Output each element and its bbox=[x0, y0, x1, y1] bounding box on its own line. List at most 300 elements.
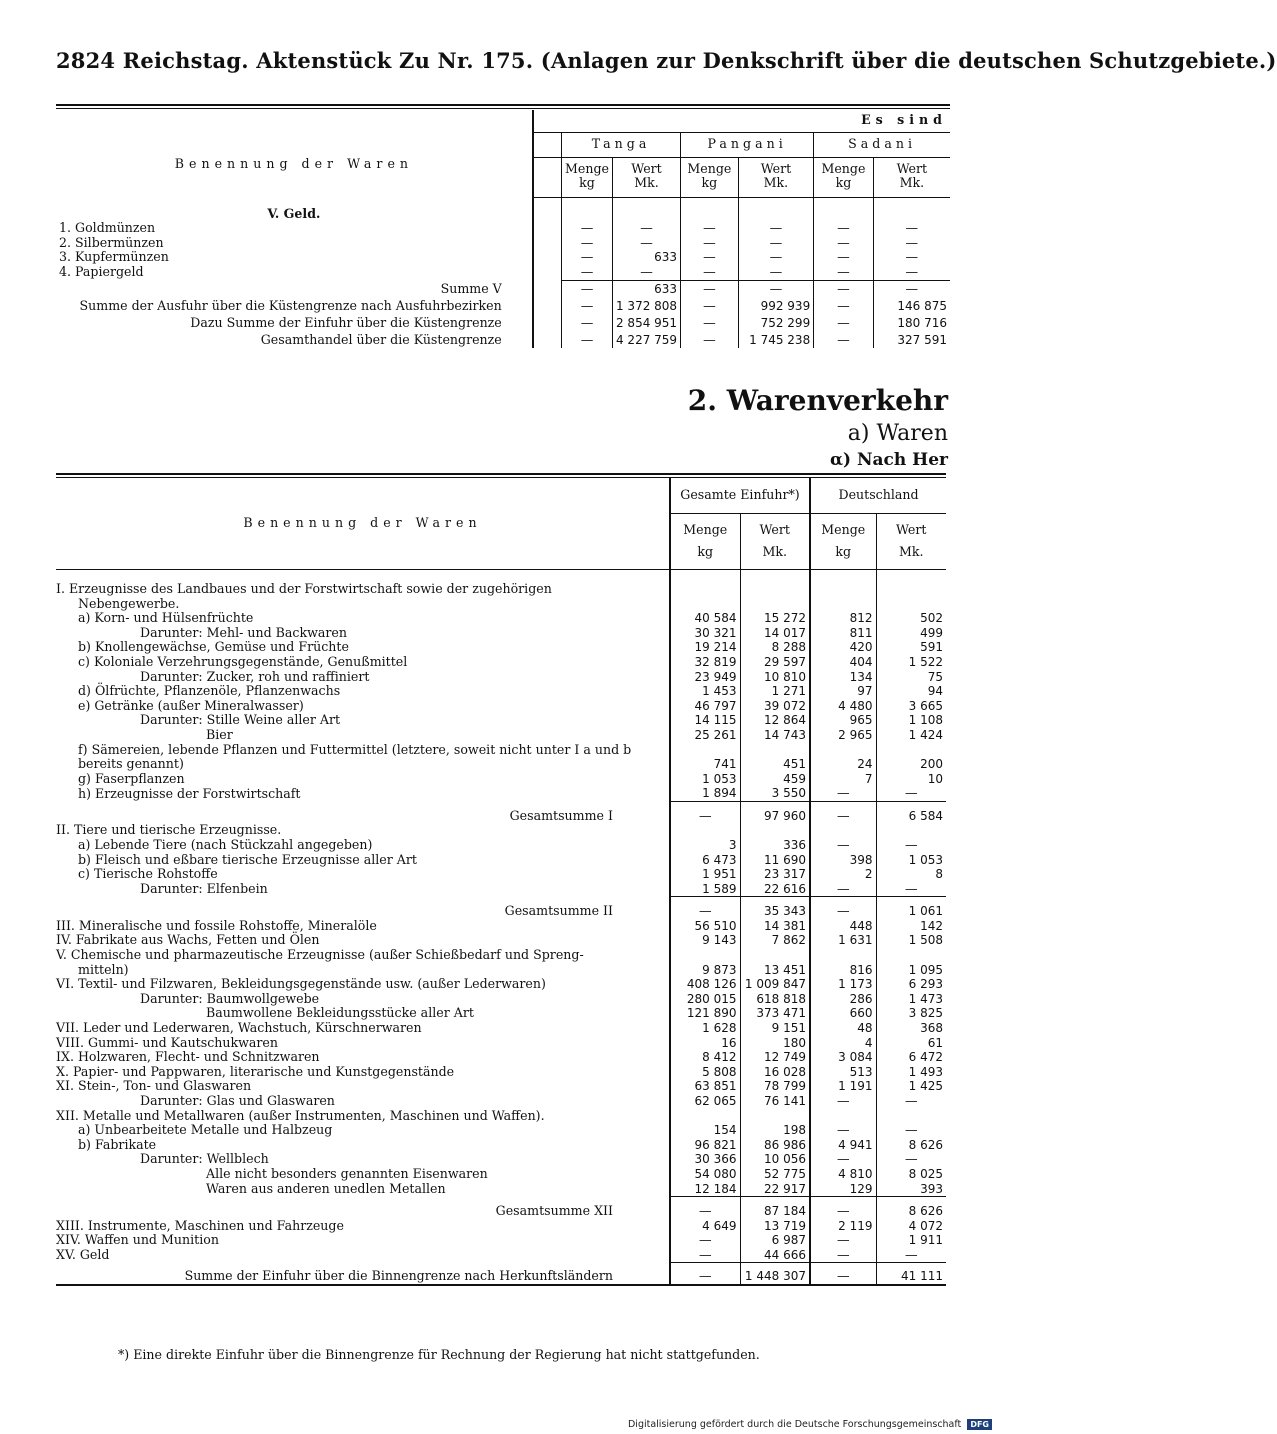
cell-value: 97 bbox=[810, 684, 876, 699]
table-row bbox=[56, 801, 946, 823]
table-row bbox=[56, 1006, 946, 1021]
cell-value: 8 288 bbox=[740, 640, 810, 655]
cell-value: 10 bbox=[876, 772, 946, 787]
table-row bbox=[56, 1065, 946, 1080]
cell-value: 2 965 bbox=[810, 728, 876, 743]
cell-value: 1 745 238 bbox=[738, 331, 814, 348]
table-row bbox=[56, 757, 946, 772]
row-label: b) Fleisch und eßbare tierische Erzeugnisse aller Art bbox=[78, 851, 417, 867]
cell-value: 76 141 bbox=[740, 1094, 810, 1109]
district-1: Pangani bbox=[681, 132, 814, 157]
cell-value: 56 510 bbox=[670, 919, 740, 934]
cell-value: 336 bbox=[740, 838, 810, 853]
row-label: c) Tierische Rohstoffe bbox=[78, 866, 218, 882]
cell-value: 13 451 bbox=[740, 963, 810, 978]
cell-value: 30 366 bbox=[670, 1152, 740, 1167]
table-row bbox=[56, 297, 950, 314]
cell-value: 1 951 bbox=[670, 867, 740, 882]
cell-value: 408 126 bbox=[670, 977, 740, 992]
cell-value: — bbox=[814, 236, 873, 251]
cell-value: 22 616 bbox=[740, 882, 810, 897]
table-row bbox=[56, 626, 946, 641]
cell-value: 965 bbox=[810, 713, 876, 728]
row-label: Gesamthandel über die Küstengrenze bbox=[260, 332, 502, 348]
table-row bbox=[56, 728, 946, 743]
cell-value: 6 987 bbox=[740, 1233, 810, 1248]
table-row bbox=[56, 838, 946, 853]
table1-label-header: Benennung der Waren bbox=[174, 156, 414, 172]
cell-value: 4 bbox=[810, 1036, 876, 1051]
cell-value bbox=[810, 948, 876, 963]
cell-value bbox=[670, 743, 740, 758]
cell-value: 1 061 bbox=[876, 897, 946, 919]
footnote: *) Eine direkte Einfuhr über die Binnengrenze für Rechnung der Regierung hat nicht stattgefunden. bbox=[118, 1347, 760, 1362]
col-group-1: Deutschland bbox=[810, 477, 946, 514]
cell-value: — bbox=[562, 250, 613, 265]
cell-value: 180 716 bbox=[873, 314, 950, 331]
row-label: Darunter: Stille Weine aller Art bbox=[140, 712, 341, 728]
cell-value: 41 111 bbox=[876, 1263, 946, 1285]
table-row bbox=[56, 1152, 946, 1167]
table-row bbox=[56, 1233, 946, 1248]
cell-value: 23 317 bbox=[740, 867, 810, 882]
cell-value: 513 bbox=[810, 1065, 876, 1080]
district-0: Tanga bbox=[562, 132, 681, 157]
cell-value: — bbox=[562, 314, 613, 331]
cell-value: 1 108 bbox=[876, 713, 946, 728]
cell-value: 451 bbox=[740, 757, 810, 772]
cell-value: 752 299 bbox=[738, 314, 814, 331]
cell-value: 12 184 bbox=[670, 1182, 740, 1197]
table-row bbox=[56, 853, 946, 868]
cell-value bbox=[876, 823, 946, 838]
cell-value bbox=[876, 582, 946, 597]
table-export-money bbox=[56, 110, 950, 348]
cell-value: — bbox=[810, 1248, 876, 1263]
cell-value: 618 818 bbox=[740, 992, 810, 1007]
table-row bbox=[56, 933, 946, 948]
cell-value: 741 bbox=[670, 757, 740, 772]
row-label: c) Koloniale Verzehrungsgegenstände, Genußmittel bbox=[78, 653, 408, 669]
cell-value: 6 293 bbox=[876, 977, 946, 992]
row-label: VIII. Gummi- und Kautschukwaren bbox=[56, 1034, 278, 1050]
top-right-label bbox=[533, 110, 950, 132]
table-row bbox=[56, 314, 950, 331]
cell-value: — bbox=[873, 221, 950, 236]
table-row bbox=[56, 655, 946, 670]
row-label: Waren aus anderen unedlen Metallen bbox=[206, 1181, 446, 1197]
table-row bbox=[56, 1021, 946, 1036]
cell-value bbox=[740, 823, 810, 838]
cell-value: 40 584 bbox=[670, 611, 740, 626]
cell-value: 398 bbox=[810, 853, 876, 868]
cell-value: — bbox=[876, 786, 946, 801]
row-label: Gesamtsumme I bbox=[509, 807, 613, 823]
cell-value: 1 894 bbox=[670, 786, 740, 801]
cell-value: 121 890 bbox=[670, 1006, 740, 1021]
dfg-logo: DFG bbox=[967, 1419, 992, 1430]
cell-value: 4 227 759 bbox=[612, 331, 680, 348]
cell-value: 1 271 bbox=[740, 684, 810, 699]
cell-value: — bbox=[876, 1123, 946, 1138]
mk-unit: Mk. bbox=[738, 176, 814, 197]
cell-value bbox=[810, 582, 876, 597]
row-label: Summe der Ausfuhr über die Küstengrenze nach Ausfuhrbezirken bbox=[79, 298, 502, 314]
cell-value: — bbox=[738, 221, 814, 236]
cell-value: 1 424 bbox=[876, 728, 946, 743]
table-row bbox=[56, 684, 946, 699]
cell-value: 9 873 bbox=[670, 963, 740, 978]
cell-value: — bbox=[814, 265, 873, 280]
cell-value: — bbox=[873, 265, 950, 280]
wert-header: Wert bbox=[612, 157, 680, 176]
cell-value: 1 053 bbox=[876, 853, 946, 868]
row-label: Darunter: Glas und Glaswaren bbox=[140, 1093, 335, 1108]
cell-value: — bbox=[562, 280, 613, 297]
cell-value bbox=[740, 582, 810, 597]
cell-value: 1 493 bbox=[876, 1065, 946, 1080]
cell-value bbox=[876, 597, 946, 612]
cell-value: 8 626 bbox=[876, 1197, 946, 1219]
district-2: Sadani bbox=[814, 132, 950, 157]
table-row bbox=[56, 1094, 946, 1109]
row-label: mitteln) bbox=[78, 961, 129, 977]
cell-value: 154 bbox=[670, 1123, 740, 1138]
cell-value: 8 025 bbox=[876, 1167, 946, 1182]
cell-value: 9 143 bbox=[670, 933, 740, 948]
cell-value: 4 072 bbox=[876, 1219, 946, 1234]
cell-value bbox=[810, 823, 876, 838]
cell-value: 1 173 bbox=[810, 977, 876, 992]
table-row bbox=[56, 992, 946, 1007]
kg-unit: kg bbox=[810, 541, 876, 570]
cell-value: — bbox=[876, 1094, 946, 1109]
cell-value: — bbox=[810, 897, 876, 919]
cell-value: 61 bbox=[876, 1036, 946, 1051]
cell-value: 10 810 bbox=[740, 670, 810, 685]
cell-value bbox=[670, 823, 740, 838]
cell-value: 2 854 951 bbox=[612, 314, 680, 331]
cell-value: 200 bbox=[876, 757, 946, 772]
cell-value: 180 bbox=[740, 1036, 810, 1051]
cell-value: — bbox=[612, 265, 680, 280]
cell-value: 633 bbox=[612, 250, 680, 265]
cell-value: 3 825 bbox=[876, 1006, 946, 1021]
cell-value: 52 775 bbox=[740, 1167, 810, 1182]
cell-value: — bbox=[681, 297, 739, 314]
section-subsubtitle: α) Nach Her bbox=[829, 450, 948, 470]
table-row bbox=[56, 1123, 946, 1138]
cell-value: 75 bbox=[876, 670, 946, 685]
cell-value: — bbox=[873, 236, 950, 251]
cell-value: 11 690 bbox=[740, 853, 810, 868]
cell-value: 1 522 bbox=[876, 655, 946, 670]
kg-unit: kg bbox=[814, 176, 873, 197]
top-rule bbox=[56, 104, 950, 109]
cell-value: 62 065 bbox=[670, 1094, 740, 1109]
cell-value: 63 851 bbox=[670, 1079, 740, 1094]
cell-value: 420 bbox=[810, 640, 876, 655]
cell-value: 44 666 bbox=[740, 1248, 810, 1263]
kg-unit: kg bbox=[681, 176, 739, 197]
cell-value: — bbox=[670, 801, 740, 823]
mk-unit: Mk. bbox=[740, 541, 810, 570]
cell-value: 1 589 bbox=[670, 882, 740, 897]
cell-value: — bbox=[814, 297, 873, 314]
row-label: Darunter: Mehl- und Backwaren bbox=[140, 624, 347, 640]
cell-value: — bbox=[810, 801, 876, 823]
digitization-credit bbox=[628, 1419, 992, 1430]
row-label: X. Papier- und Pappwaren, literarische und Kunstgegenstände bbox=[56, 1063, 455, 1079]
cell-value: 1 095 bbox=[876, 963, 946, 978]
mk-unit: Mk. bbox=[873, 176, 950, 197]
cell-value: — bbox=[670, 1233, 740, 1248]
cell-value: 816 bbox=[810, 963, 876, 978]
cell-value: 22 917 bbox=[740, 1182, 810, 1197]
row-label: g) Faserpflanzen bbox=[78, 770, 185, 786]
table-row bbox=[56, 882, 946, 897]
table-row bbox=[56, 823, 946, 838]
table-row bbox=[56, 1079, 946, 1094]
cell-value: — bbox=[876, 1152, 946, 1167]
table-row bbox=[56, 948, 946, 963]
cell-value: 1 191 bbox=[810, 1079, 876, 1094]
cell-value: 48 bbox=[810, 1021, 876, 1036]
cell-value: 19 214 bbox=[670, 640, 740, 655]
row-label: II. Tiere und tierische Erzeugnisse. bbox=[56, 822, 282, 838]
cell-value: 30 321 bbox=[670, 626, 740, 641]
cell-value: 14 743 bbox=[740, 728, 810, 743]
cell-value bbox=[740, 743, 810, 758]
cell-value: 35 343 bbox=[740, 897, 810, 919]
cell-value bbox=[670, 582, 740, 597]
cell-value bbox=[810, 597, 876, 612]
cell-value: 811 bbox=[810, 626, 876, 641]
table-row bbox=[56, 236, 950, 251]
cell-value: 1 508 bbox=[876, 933, 946, 948]
cell-value: — bbox=[562, 236, 613, 251]
cell-value: — bbox=[670, 897, 740, 919]
table-row bbox=[56, 582, 946, 597]
cell-value: 1 009 847 bbox=[740, 977, 810, 992]
cell-value: 812 bbox=[810, 611, 876, 626]
cell-value: — bbox=[562, 297, 613, 314]
table-row bbox=[56, 597, 946, 612]
mk-unit: Mk. bbox=[876, 541, 946, 570]
mk-unit: Mk. bbox=[612, 176, 680, 197]
kg-unit: kg bbox=[670, 541, 740, 570]
cell-value: — bbox=[738, 236, 814, 251]
row-label: Gesamtsumme XII bbox=[495, 1203, 613, 1219]
cell-value: 992 939 bbox=[738, 297, 814, 314]
cell-value: — bbox=[562, 331, 613, 348]
section-title: 2. Warenverkehr bbox=[687, 384, 948, 417]
row-label: a) Unbearbeitete Metalle und Halbzeug bbox=[78, 1122, 333, 1138]
table-row bbox=[56, 265, 950, 280]
cell-value: — bbox=[681, 221, 739, 236]
row-label: Bier bbox=[206, 726, 233, 742]
cell-value: 7 862 bbox=[740, 933, 810, 948]
cell-value: 8 626 bbox=[876, 1138, 946, 1153]
table-row bbox=[56, 250, 950, 265]
cell-value: 373 471 bbox=[740, 1006, 810, 1021]
table-row bbox=[56, 221, 950, 236]
cell-value bbox=[740, 1109, 810, 1124]
cell-value: 16 bbox=[670, 1036, 740, 1051]
table-row bbox=[56, 1263, 946, 1285]
cell-value: 499 bbox=[876, 626, 946, 641]
cell-value: 12 749 bbox=[740, 1050, 810, 1065]
cell-value: — bbox=[612, 236, 680, 251]
cell-value: 87 184 bbox=[740, 1197, 810, 1219]
col-group-0: Gesamte Einfuhr*) bbox=[670, 477, 810, 514]
cell-value bbox=[810, 1109, 876, 1124]
cell-value: — bbox=[562, 265, 613, 280]
cell-value: 2 bbox=[810, 867, 876, 882]
table-row bbox=[56, 897, 946, 919]
cell-value: 94 bbox=[876, 684, 946, 699]
cell-value: — bbox=[670, 1248, 740, 1263]
cell-value: — bbox=[814, 331, 873, 348]
row-label: e) Getränke (außer Mineralwasser) bbox=[78, 697, 304, 713]
cell-value: — bbox=[876, 1248, 946, 1263]
cell-value: — bbox=[810, 1197, 876, 1219]
cell-value: — bbox=[681, 314, 739, 331]
cell-value: 129 bbox=[810, 1182, 876, 1197]
table-row bbox=[56, 1109, 946, 1124]
cell-value: — bbox=[810, 1263, 876, 1285]
cell-value: 393 bbox=[876, 1182, 946, 1197]
row-label: a) Korn- und Hülsenfrüchte bbox=[78, 610, 254, 626]
table-row bbox=[56, 670, 946, 685]
row-label: f) Sämereien, lebende Pflanzen und Futtermittel (letztere, soweit nicht unter I a und b bbox=[78, 741, 632, 757]
row-label: IV. Fabrikate aus Wachs, Fetten und Ölen bbox=[56, 932, 320, 948]
cell-value: 2 119 bbox=[810, 1219, 876, 1234]
cell-value: — bbox=[612, 221, 680, 236]
row-label: d) Ölfrüchte, Pflanzenöle, Pflanzenwachs bbox=[78, 683, 341, 699]
cell-value: — bbox=[681, 265, 739, 280]
row-label: Summe V bbox=[440, 281, 502, 297]
cell-value bbox=[810, 743, 876, 758]
cell-value: — bbox=[810, 786, 876, 801]
cell-value: 12 864 bbox=[740, 713, 810, 728]
cell-value: 459 bbox=[740, 772, 810, 787]
table-row bbox=[56, 1036, 946, 1051]
cell-value: — bbox=[814, 314, 873, 331]
row-label: Nebengewerbe. bbox=[78, 595, 180, 611]
cell-value: 327 591 bbox=[873, 331, 950, 348]
row-label: Gesamtsumme II bbox=[504, 903, 613, 919]
row-label: XI. Stein-, Ton- und Glaswaren bbox=[56, 1078, 252, 1094]
cell-value bbox=[740, 948, 810, 963]
cell-value: 633 bbox=[612, 280, 680, 297]
row-label: VII. Leder und Lederwaren, Wachstuch, Kürschnerwaren bbox=[56, 1020, 422, 1036]
cell-value: 502 bbox=[876, 611, 946, 626]
cell-value: 3 bbox=[670, 838, 740, 853]
cell-value: — bbox=[681, 331, 739, 348]
cell-value: 6 473 bbox=[670, 853, 740, 868]
cell-value: 660 bbox=[810, 1006, 876, 1021]
menge-header: Menge bbox=[562, 157, 613, 176]
cell-value bbox=[670, 948, 740, 963]
cell-value: 3 550 bbox=[740, 786, 810, 801]
cell-value: 3 665 bbox=[876, 699, 946, 714]
menge-header: Menge bbox=[814, 157, 873, 176]
cell-value: 39 072 bbox=[740, 699, 810, 714]
cell-value bbox=[740, 597, 810, 612]
cell-value: 404 bbox=[810, 655, 876, 670]
table-row bbox=[56, 963, 946, 978]
row-label: a) Lebende Tiere (nach Stückzahl angegeben) bbox=[78, 837, 373, 852]
cell-value: — bbox=[810, 1094, 876, 1109]
cell-value: — bbox=[738, 280, 814, 297]
cell-value: 4 649 bbox=[670, 1219, 740, 1234]
cell-value: 4 480 bbox=[810, 699, 876, 714]
cell-value bbox=[670, 597, 740, 612]
cell-value: 97 960 bbox=[740, 801, 810, 823]
row-label: IX. Holzwaren, Flecht- und Schnitzwaren bbox=[56, 1049, 320, 1065]
cell-value: 15 272 bbox=[740, 611, 810, 626]
kg-unit: kg bbox=[562, 176, 613, 197]
cell-value: 1 628 bbox=[670, 1021, 740, 1036]
cell-value: — bbox=[814, 221, 873, 236]
row-label: 1. Goldmünzen bbox=[59, 220, 156, 236]
cell-value bbox=[876, 743, 946, 758]
table-row bbox=[56, 713, 946, 728]
cell-value: 448 bbox=[810, 919, 876, 934]
row-label: XIII. Instrumente, Maschinen und Fahrzeuge bbox=[56, 1217, 344, 1233]
cell-value: 78 799 bbox=[740, 1079, 810, 1094]
table-row bbox=[56, 977, 946, 992]
table-row bbox=[56, 1248, 946, 1263]
row-label: Dazu Summe der Einfuhr über die Küstengrenze bbox=[190, 315, 502, 331]
cell-value: — bbox=[562, 221, 613, 236]
cell-value: 29 597 bbox=[740, 655, 810, 670]
row-label: bereits genannt) bbox=[78, 756, 184, 772]
cell-value: — bbox=[873, 280, 950, 297]
cell-value: 8 bbox=[876, 867, 946, 882]
cell-value: — bbox=[873, 250, 950, 265]
table-row bbox=[56, 1050, 946, 1065]
row-label: XIV. Waffen und Munition bbox=[56, 1232, 219, 1248]
cell-value: 5 808 bbox=[670, 1065, 740, 1080]
cell-value: 24 bbox=[810, 757, 876, 772]
table2-label-header: Benennung der Waren bbox=[56, 477, 670, 570]
cell-value: 134 bbox=[810, 670, 876, 685]
table-row bbox=[56, 1197, 946, 1219]
table-row bbox=[56, 1138, 946, 1153]
cell-value: 32 819 bbox=[670, 655, 740, 670]
row-label: h) Erzeugnisse der Forstwirtschaft bbox=[78, 785, 301, 801]
cell-value: 280 015 bbox=[670, 992, 740, 1007]
cell-value: 7 bbox=[810, 772, 876, 787]
table-row bbox=[56, 280, 950, 297]
cell-value: 1 372 808 bbox=[612, 297, 680, 314]
cell-value: 1 453 bbox=[670, 684, 740, 699]
cell-value: 96 821 bbox=[670, 1138, 740, 1153]
cell-value: 14 017 bbox=[740, 626, 810, 641]
row-label: VI. Textil- und Filzwaren, Bekleidungsgegenstände usw. (außer Lederwaren) bbox=[56, 976, 546, 992]
cell-value: 14 115 bbox=[670, 713, 740, 728]
cell-value: — bbox=[738, 265, 814, 280]
cell-value: 16 028 bbox=[740, 1065, 810, 1080]
table-row bbox=[56, 1219, 946, 1234]
cell-value: 1 425 bbox=[876, 1079, 946, 1094]
row-label: Darunter: Elfenbein bbox=[140, 881, 268, 897]
table-row bbox=[56, 1182, 946, 1197]
row-label: V. Chemische und pharmazeutische Erzeugnisse (außer Schießbedarf und Spreng- bbox=[56, 947, 584, 963]
row-label: 3. Kupfermünzen bbox=[59, 249, 169, 265]
